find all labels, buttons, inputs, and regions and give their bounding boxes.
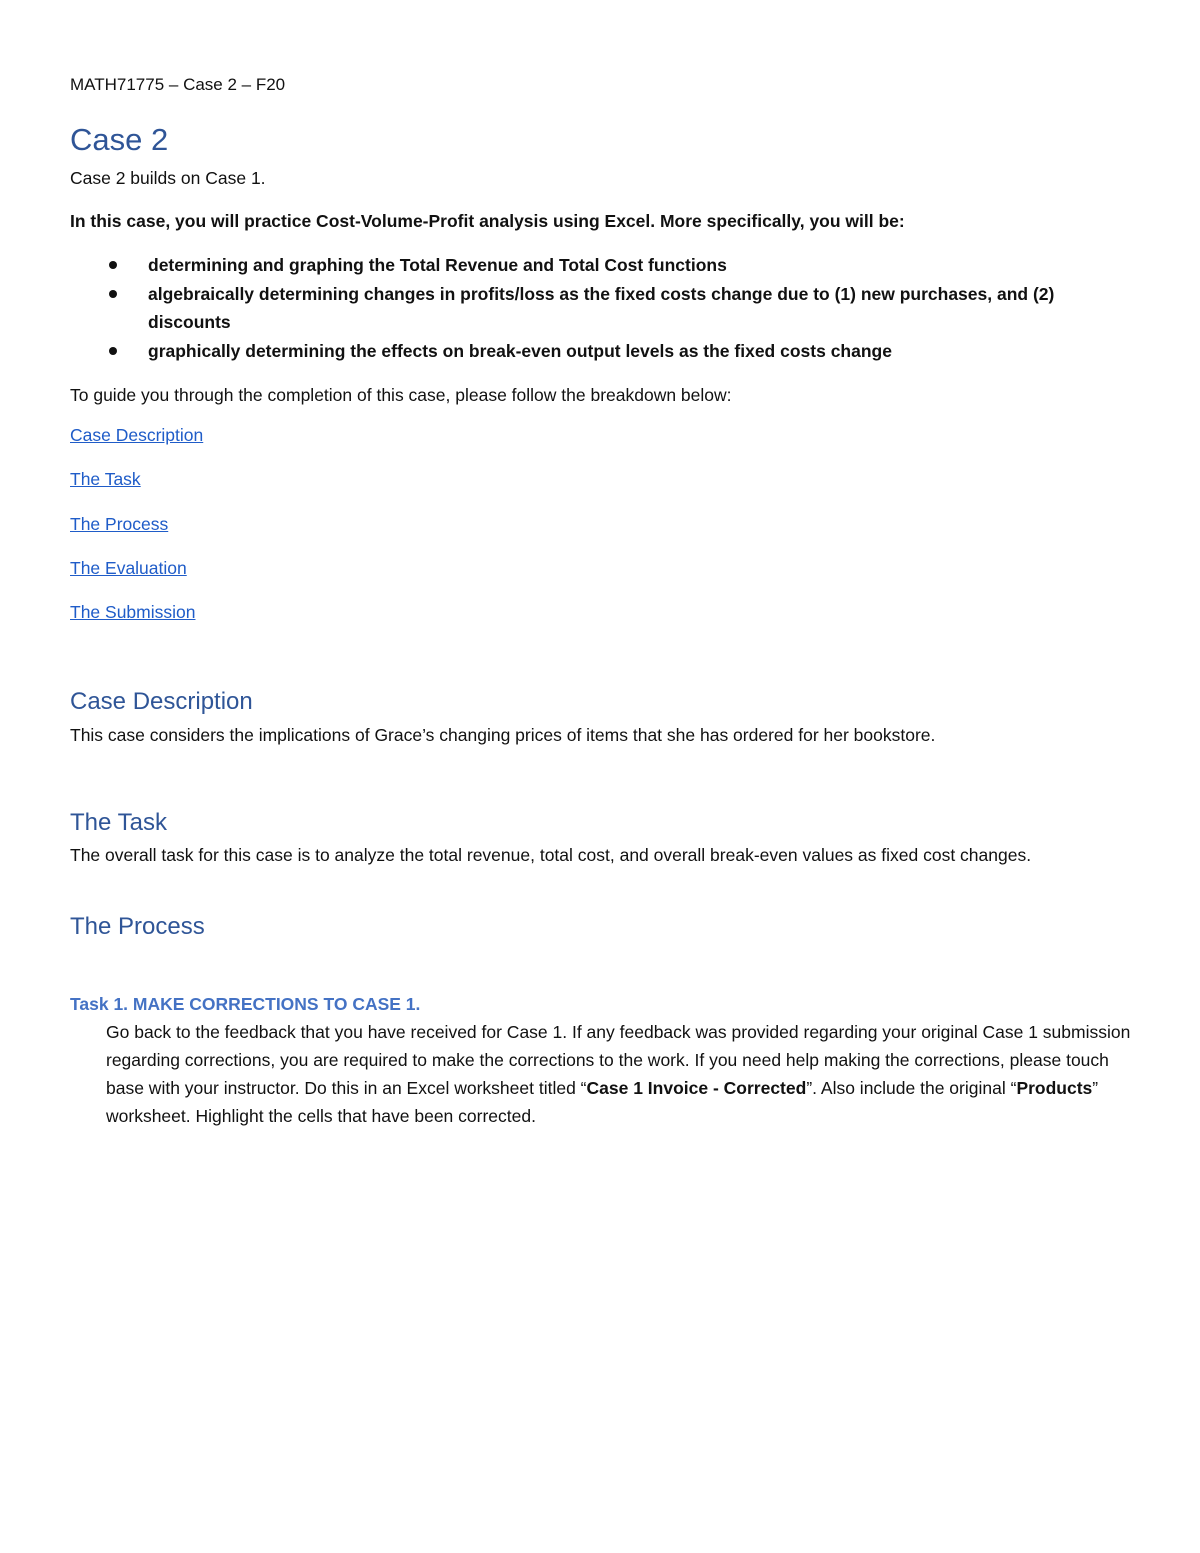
task1-heading: Task 1. MAKE CORRECTIONS TO CASE 1. [70,994,421,1014]
objective-item: algebraically determining changes in profits/loss as the fixed costs change due to (1) new purchases, and (2) discounts [104,280,1134,336]
case-description-text: This case considers the implications of Grace’s changing prices of items that she has ordered for her bookstore. [70,725,936,745]
objectives-list [104,251,1134,366]
task1-instructions [106,1018,1136,1130]
task1-text-part1: Go back to the feedback that you have received for Case 1. If any feedback was provided regarding your original Case 1 submission regarding corrections, you are required to make the corrections to the work. If you need help making the corrections, please touch base with your instructor. Do this in an Excel worksheet titled “ [106,1022,1131,1098]
task1-text-part2: ”. Also include the original “ [806,1078,1017,1098]
objective-item: determining and graphing the Total Revenue and Total Cost functions [104,251,1134,279]
task-heading: The Task [70,809,167,836]
task1-products-worksheet: Products [1016,1078,1093,1098]
case-description-heading: Case Description [70,688,253,715]
objective-item: graphically determining the effects on break-even output levels as the fixed costs change [104,337,1134,365]
link-the-task[interactable]: The Task [70,469,141,489]
guide-text: To guide you through the completion of this case, please follow the breakdown below: [70,385,732,405]
link-the-evaluation[interactable]: The Evaluation [70,558,187,578]
link-the-process[interactable]: The Process [70,514,169,534]
process-heading: The Process [70,913,205,940]
task-text: The overall task for this case is to analyze the total revenue, total cost, and overall break-even values as fixed cost changes. [70,845,1032,865]
link-case-description[interactable]: Case Description [70,425,204,445]
link-the-submission[interactable]: The Submission [70,602,196,622]
document-title: Case 2 [70,122,169,157]
intro-text: In this case, you will practice Cost-Volume-Profit analysis using Excel. More specifically, you will be: [70,211,905,231]
task1-worksheet-title: Case 1 Invoice - Corrected [586,1078,807,1098]
task1-text-part3: ” worksheet. Highlight the cells that have been corrected. [106,1078,1099,1126]
subtitle-text: Case 2 builds on Case 1. [70,168,266,188]
document-header: MATH71775 – Case 2 – F20 [70,75,286,94]
